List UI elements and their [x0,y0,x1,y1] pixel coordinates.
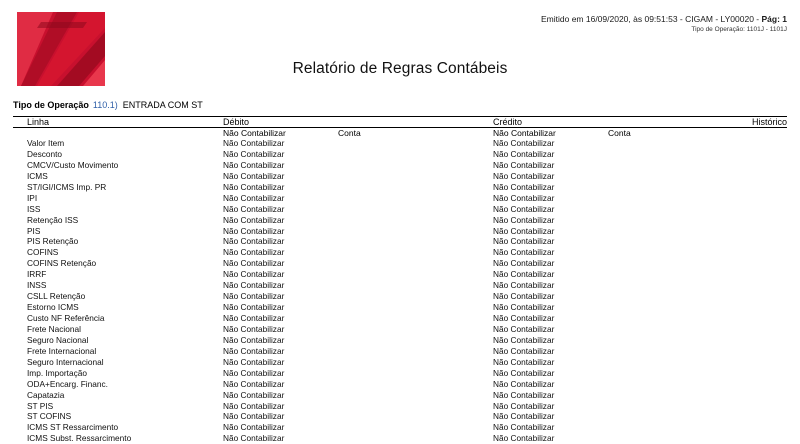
cell-debito-conta [338,138,493,149]
table-row[interactable] [13,313,787,324]
cell-debito-regra: Não Contabilizar [223,323,285,334]
cell-debito-conta [338,313,493,324]
cell-debito-regra: Não Contabilizar [223,378,285,389]
cell-linha: Valor Item [27,138,65,148]
cell-historico [728,258,787,269]
cell-credito-regra: Não Contabilizar [493,433,555,444]
cell-linha: COFINS [27,247,59,258]
cell-credito-regra: Não Contabilizar [493,192,555,203]
cell-linha: CSLL Retenção [27,291,86,302]
table-row[interactable] [13,204,787,215]
subheader-credito-regra: Não Contabilizar [493,128,556,138]
table-row[interactable] [13,368,787,379]
subheader-blank [13,128,223,139]
cell-credito-regra: Não Contabilizar [493,389,555,400]
page-number: Pág: 1 [761,14,787,24]
cell-historico [728,226,787,237]
cell-debito-regra: Não Contabilizar [223,214,285,225]
operation-range: Tipo de Operação: 1101J - 1101J [691,25,787,33]
cell-debito-regra: Não Contabilizar [223,422,285,433]
cell-historico [728,247,787,258]
cell-debito-regra: Não Contabilizar [223,313,285,323]
cell-debito-conta [338,193,493,204]
table-row[interactable] [13,302,787,313]
cell-debito-regra: Não Contabilizar [223,411,285,422]
cell-credito-conta [608,302,728,313]
cell-historico [728,302,787,313]
cell-linha: Retenção ISS [27,214,79,225]
cell-historico [728,401,787,412]
table-row[interactable] [13,236,787,247]
cell-debito-conta [338,335,493,346]
cell-debito-conta [338,411,493,422]
emission-info [541,14,787,34]
cell-historico [728,149,787,160]
cell-credito-regra: Não Contabilizar [493,280,555,291]
cell-historico [728,422,787,433]
cell-historico [728,368,787,379]
table-row[interactable] [13,160,787,171]
cell-credito-regra: Não Contabilizar [493,203,555,214]
cell-linha: PIS Retenção [27,236,79,247]
cell-credito-conta [608,149,728,160]
column-header-historico: Histórico [751,117,787,127]
cell-debito-conta [338,247,493,258]
table-row[interactable] [13,149,787,160]
table-row[interactable] [13,247,787,258]
table-body [13,138,787,444]
cell-credito-regra: Não Contabilizar [493,269,555,280]
cell-debito-regra: Não Contabilizar [223,181,285,192]
cell-debito-conta [338,291,493,302]
cell-linha: COFINS Retenção [27,258,97,269]
cell-credito-conta [608,138,728,149]
cell-linha: Capatazia [27,389,65,400]
cell-credito-conta [608,411,728,422]
subheader-historico [728,128,787,139]
cell-debito-regra: Não Contabilizar [223,389,285,400]
cell-debito-regra: Não Contabilizar [223,170,285,181]
cell-credito-regra: Não Contabilizar [493,367,555,378]
cell-debito-conta [338,149,493,160]
cell-debito-regra: Não Contabilizar [223,345,285,356]
table-row[interactable] [13,193,787,204]
cell-debito-conta [338,357,493,368]
cell-linha: Frete Nacional [27,323,81,334]
cell-debito-regra: Não Contabilizar [223,159,285,170]
cell-historico [728,193,787,204]
cell-debito-conta [338,215,493,226]
cell-debito-conta [338,422,493,433]
table-row[interactable] [13,422,787,433]
table-row[interactable] [13,411,787,422]
cell-credito-regra: Não Contabilizar [493,181,555,192]
cell-debito-regra: Não Contabilizar [223,247,285,258]
cell-linha: PIS [27,225,41,236]
subheader-debito-conta: Conta [338,128,361,138]
cell-credito-regra: Não Contabilizar [493,214,555,225]
cell-debito-regra: Não Contabilizar [223,291,285,302]
cell-historico [728,346,787,357]
cell-credito-regra: Não Contabilizar [493,148,555,159]
operation-type-description: ENTRADA COM ST [122,100,203,110]
table-row[interactable] [13,346,787,357]
cell-historico [728,411,787,422]
table-row[interactable] [13,433,787,444]
cell-linha: ST COFINS [27,411,72,422]
column-header-credito-spacer [608,117,728,127]
table-row[interactable] [13,226,787,237]
cell-historico [728,269,787,280]
cell-debito-conta [338,258,493,269]
subheader-debito-regra: Não Contabilizar [223,128,286,138]
cell-credito-conta [608,401,728,412]
cell-debito-conta [338,302,493,313]
cell-credito-regra: Não Contabilizar [493,291,555,302]
cell-debito-regra: Não Contabilizar [223,148,285,159]
cell-linha: IRRF [27,269,47,280]
cell-historico [728,335,787,346]
cell-credito-regra: Não Contabilizar [493,411,555,422]
cell-debito-conta [338,182,493,193]
cell-debito-conta [338,346,493,357]
cell-credito-regra: Não Contabilizar [493,236,555,247]
cell-linha: ICMS [27,170,48,181]
cell-credito-conta [608,171,728,182]
operation-type-label: Tipo de Operação [13,100,89,110]
cell-linha: IPI [27,192,38,203]
cell-historico [728,215,787,226]
cell-credito-conta [608,280,728,291]
cell-credito-conta [608,291,728,302]
table-subheader-row [13,128,787,139]
table-row[interactable] [13,379,787,390]
cell-credito-conta [608,379,728,390]
cell-debito-regra: Não Contabilizar [223,367,285,378]
cell-credito-conta [608,204,728,215]
table-row[interactable] [13,390,787,401]
cell-credito-conta [608,247,728,258]
cell-credito-regra: Não Contabilizar [493,345,555,356]
cell-debito-conta [338,236,493,247]
rules-table-wrap [13,117,787,444]
cell-debito-regra: Não Contabilizar [223,236,285,247]
cell-historico [728,357,787,368]
page-title: Relatório de Regras Contábeis [292,60,508,77]
cell-credito-conta [608,182,728,193]
table-row[interactable] [13,182,787,193]
cell-debito-regra: Não Contabilizar [223,258,285,269]
cell-historico [728,138,787,149]
cell-credito-regra: Não Contabilizar [493,422,555,433]
cell-credito-conta [608,226,728,237]
emitted-text: Emitido em 16/09/2020, às 09:51:53 - CIGAM - LY00020 - [540,14,762,24]
cell-historico [728,390,787,401]
cell-historico [728,433,787,444]
cell-debito-conta [338,171,493,182]
cell-debito-conta [338,226,493,237]
cell-linha: Frete Internacional [27,345,97,356]
cell-debito-regra: Não Contabilizar [223,334,285,345]
cell-credito-regra: Não Contabilizar [493,334,555,345]
cell-historico [728,236,787,247]
cell-credito-conta [608,324,728,335]
cell-debito-conta [338,269,493,280]
cell-debito-conta [338,379,493,390]
cell-credito-conta [608,390,728,401]
table-row[interactable] [13,215,787,226]
cell-linha: CMCV/Custo Movimento [27,159,119,170]
cell-debito-conta [338,401,493,412]
cell-linha: Imp. Importação [27,367,87,378]
cell-credito-regra: Não Contabilizar [493,313,555,323]
cell-linha: INSS [27,280,47,291]
table-row[interactable] [13,357,787,368]
cell-debito-conta [338,160,493,171]
cell-credito-regra: Não Contabilizar [493,170,555,181]
cell-credito-conta [608,357,728,368]
cell-linha: ODA+Encarg. Financ. [27,378,108,389]
cell-credito-regra: Não Contabilizar [493,323,555,334]
table-row[interactable] [13,258,787,269]
cell-linha: Seguro Nacional [27,334,89,345]
cell-credito-regra: Não Contabilizar [493,258,555,269]
table-row[interactable] [13,138,787,149]
cell-linha: ICMS ST Ressarcimento [27,422,119,433]
column-header-debito: Débito [223,117,250,127]
cell-historico [728,160,787,171]
cell-credito-regra: Não Contabilizar [493,302,555,313]
cell-historico [728,182,787,193]
cell-debito-conta [338,433,493,444]
cell-credito-conta [608,368,728,379]
column-header-linha: Linha [27,117,50,127]
table-row[interactable] [13,280,787,291]
cell-historico [728,171,787,182]
cell-debito-conta [338,368,493,379]
cell-historico [728,313,787,324]
cell-credito-conta [608,433,728,444]
cell-debito-regra: Não Contabilizar [223,225,285,236]
cell-debito-regra: Não Contabilizar [223,302,285,313]
cell-debito-conta [338,324,493,335]
cell-historico [728,204,787,215]
cell-credito-conta [608,160,728,171]
cell-historico [728,291,787,302]
cell-credito-conta [608,258,728,269]
cell-credito-conta [608,269,728,280]
cell-credito-conta [608,236,728,247]
cell-linha: ST/IGI/ICMS Imp. PR [27,181,107,192]
cell-linha: Desconto [27,148,63,159]
cell-debito-regra: Não Contabilizar [223,433,285,444]
cell-linha: Estorno ICMS [27,302,79,313]
cell-credito-regra: Não Contabilizar [493,356,555,367]
cell-linha: ICMS Subst. Ressarcimento [27,433,132,444]
column-header-credito: Crédito [493,117,523,127]
cell-debito-regra: Não Contabilizar [223,400,285,411]
operation-type-code[interactable]: 110.1) [92,100,118,110]
table-row[interactable] [13,324,787,335]
cell-credito-regra: Não Contabilizar [493,159,555,170]
cell-credito-conta [608,193,728,204]
cell-debito-regra: Não Contabilizar [223,269,285,280]
cell-linha: ST PIS [27,400,54,411]
cell-debito-conta [338,204,493,215]
cell-credito-conta [608,215,728,226]
cell-historico [728,379,787,390]
cell-credito-regra: Não Contabilizar [493,378,555,389]
cell-debito-regra: Não Contabilizar [223,203,285,214]
cell-credito-conta [608,313,728,324]
table-row[interactable] [13,401,787,412]
table-row[interactable] [13,171,787,182]
table-row[interactable] [13,335,787,346]
subheader-credito-conta: Conta [608,128,631,138]
cell-debito-regra: Não Contabilizar [223,280,285,291]
table-header-row [13,117,787,127]
cell-credito-conta [608,346,728,357]
accounting-rules-table [13,117,787,444]
cell-credito-regra: Não Contabilizar [493,400,555,411]
cell-credito-conta [608,335,728,346]
table-row[interactable] [13,269,787,280]
cell-debito-regra: Não Contabilizar [223,192,285,203]
column-header-debito-spacer [338,117,493,127]
cell-credito-conta [608,422,728,433]
cell-historico [728,280,787,291]
cell-credito-regra: Não Contabilizar [493,225,555,236]
cell-linha: Custo NF Referência [27,313,105,323]
cell-debito-conta [338,390,493,401]
cell-credito-regra: Não Contabilizar [493,138,555,148]
cell-debito-regra: Não Contabilizar [223,138,285,148]
cell-credito-regra: Não Contabilizar [493,247,555,258]
report-header [0,0,800,100]
operation-type-bar [13,100,787,117]
cell-debito-regra: Não Contabilizar [223,356,285,367]
table-row[interactable] [13,291,787,302]
cell-linha: ISS [27,203,41,214]
cell-debito-conta [338,280,493,291]
cell-linha: Seguro Internacional [27,356,104,367]
cell-historico [728,324,787,335]
